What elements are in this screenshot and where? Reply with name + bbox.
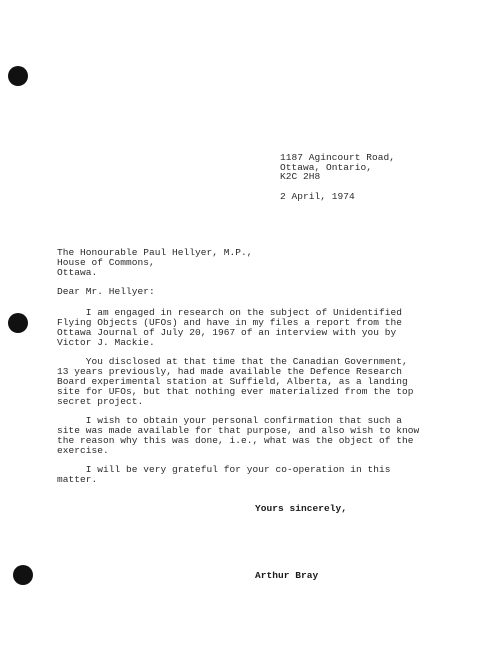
paragraph-1-line-1: I am engaged in research on the subject of Unidentified <box>57 307 403 318</box>
punch-hole-bottom <box>13 565 33 585</box>
paragraph-2-line-2: 13 years previously, had made available the Defence Research <box>57 366 403 377</box>
salutation: Dear Mr. Hellyer: <box>57 286 155 297</box>
paragraph-2-line-4: site for UFOs, but that nothing ever materialized from the top <box>57 386 414 397</box>
recipient-line-3: Ottawa. <box>57 267 98 278</box>
paragraph-3-line-3: the reason why this was done, i.e., what was the object of the <box>57 435 414 446</box>
paragraph-2-line-3: Board experimental station at Suffield, Alberta, as a landing <box>57 376 408 387</box>
paragraph-1-line-2: Flying Objects (UFOs) and have in my files a report from the <box>57 317 403 328</box>
recipient-line-2: House of Commons, <box>57 257 155 268</box>
paragraph-2-line-5: secret project. <box>57 396 144 407</box>
sender-address-line-3: K2C 2H8 <box>280 171 321 182</box>
letter-date: 2 April, 1974 <box>280 191 355 202</box>
paragraph-2-line-1: You disclosed at that time that the Canadian Government, <box>57 356 408 367</box>
paragraph-1-line-3: Ottawa Journal of July 20, 1967 of an interview with you by <box>57 327 397 338</box>
paragraph-3-line-4: exercise. <box>57 445 109 456</box>
recipient-line-1: The Honourable Paul Hellyer, M.P., <box>57 247 253 258</box>
punch-hole-top <box>8 66 28 86</box>
paragraph-3-line-1: I wish to obtain your personal confirmation that such a <box>57 415 403 426</box>
sender-address-line-1: 1187 Agincourt Road, <box>280 152 396 163</box>
sender-address-line-2: Ottawa, Ontario, <box>280 162 373 173</box>
signature-name: Arthur Bray <box>255 570 319 581</box>
punch-hole-middle <box>8 313 28 333</box>
paragraph-4-line-2: matter. <box>57 474 98 485</box>
paragraph-4-line-1: I will be very grateful for your co-operation in this <box>57 464 391 475</box>
paragraph-1-line-4: Victor J. Mackie. <box>57 337 155 348</box>
closing: Yours sincerely, <box>255 503 348 514</box>
paragraph-3-line-2: site was made available for that purpose, and also wish to know <box>57 425 420 436</box>
